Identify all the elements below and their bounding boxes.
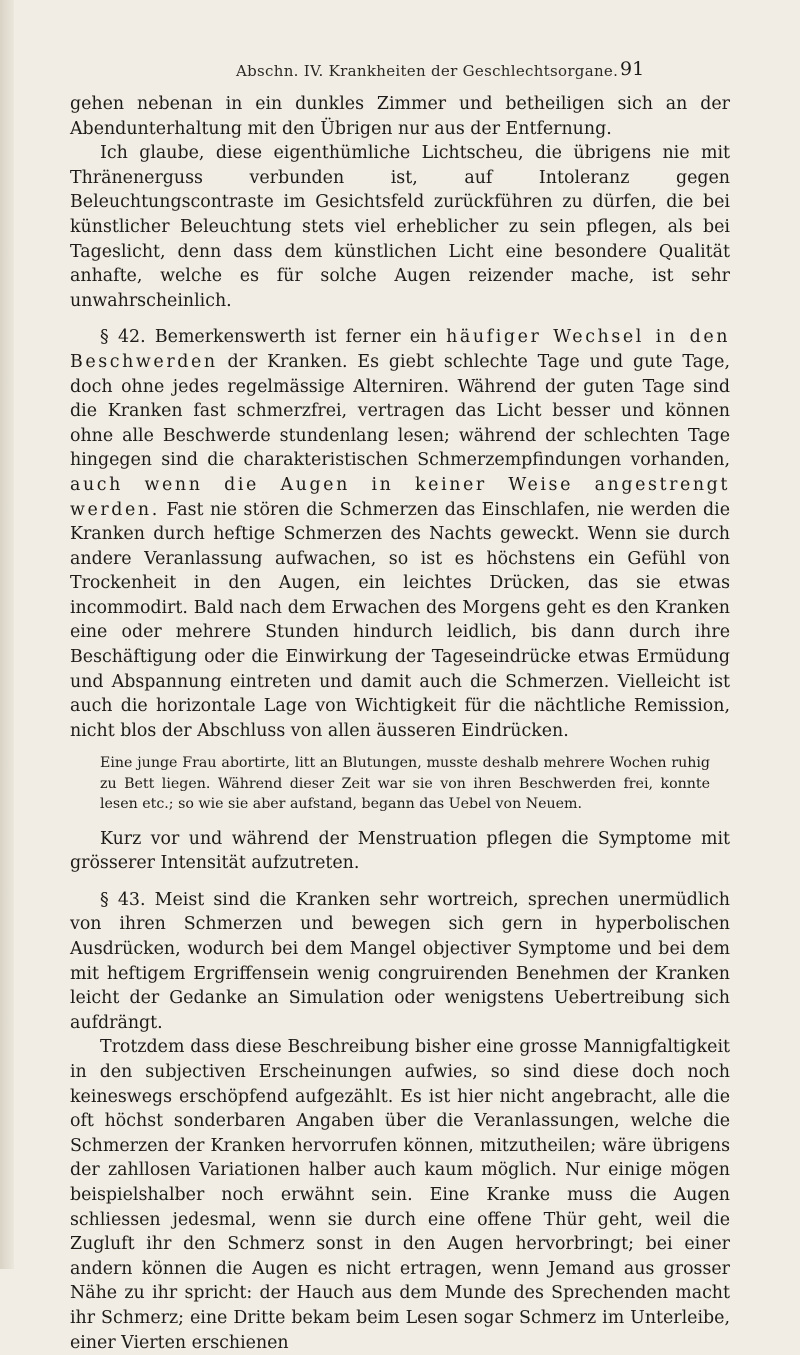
section-number-43: § 43. bbox=[100, 889, 146, 910]
paragraph-continuation: gehen nebenan in ein dunkles Zimmer und betheiligen sich an der Abendunterhaltung mit den Übrigen nur aus der Entfernung. bbox=[70, 94, 730, 139]
emphasis-angestrengt: auch wenn die Augen in keiner Weise angestrengt werden. bbox=[70, 474, 730, 520]
page-gutter-shadow bbox=[0, 0, 14, 1269]
section-number-42: § 42. bbox=[100, 327, 146, 348]
paragraph-section-43: § 43. Meist sind die Kranken sehr wortreich, sprechen unermüdlich von ihren Schmerzen und bewegen sich gern in hyperbolischen Ausdrücken, wodurch bei dem Mangel objectiver Symptome und bei dem mit heftigem Ergriffensein wenig congruirenden Benehmen der Kranken leicht der Gedanke an Simulation oder wenigstens Uebertreibung sich aufdrängt. bbox=[70, 889, 730, 1033]
paragraph-variations: Trotzdem dass diese Beschreibung bisher eine grosse Mannigfaltigkeit in den subjectiven Erscheinungen aufwies, so sind diese doch noch keineswegs erschöpfend aufgezählt. Es ist hier nicht angebracht, alle die oft höchst sonderbaren Angaben über die Veranlassungen, welche die Schmerzen der Kranken hervorrufen können, mitzutheilen; wäre übrigens der zahllosen Variationen halber auch kaum möglich. Nur einige mögen beispielshalber noch erwähnt sein. Eine Kranke muss die Augen schliessen jedesmal, wenn sie durch eine offene Thür geht, weil die Zugluft ihr den Schmerz sonst in den Augen hervorbringt; bei einer andern können die Augen es nicht ertragen, wenn Jemand aus grosser Nähe zu ihr spricht: der Hauch aus dem Munde des Sprechenden macht ihr Schmerz; eine Dritte bekam beim Lesen sogar Schmerz im Unterleibe, einer Vierten erschienen bbox=[70, 1037, 730, 1353]
case-note-small-print: Eine junge Frau abortirte, litt an Blutungen, musste deshalb mehrere Wochen ruhig zu Bett liegen. Während dieser Zeit war sie von ihren Beschwerden frei, konnte lesen etc.; so wie sie aber aufstand, begann das Uebel von Neuem. bbox=[100, 755, 710, 813]
paragraph-menstruation: Kurz vor und während der Menstruation pflegen die Symptome mit grösserer Intensität aufzutreten. bbox=[70, 828, 730, 874]
body-text bbox=[70, 92, 730, 1355]
paragraph-section-42: § 42. Bemerkenswerth ist ferner ein häufiger Wechsel in den Beschwerden der Kranken. Es giebt schlechte Tage und gute Tage, doch ohne jedes regelmässige Alterniren. Während der guten Tage sind die Kranken fast schmerzfrei, vertragen das Licht besser und können ohne alle Beschwerde stundenlang lesen; während der schlechten Tage hingegen sind die charakteristischen Schmerzempfindungen vorhanden, auch wenn die Augen in keiner Weise angestrengt werden. Fast nie stören die Schmerzen das Einschlafen, nie werden die Kranken durch heftige Schmerzen des Nachts geweckt. Wenn sie durch andere Veranlassung aufwachen, so ist es höchstens ein Gefühl von Trockenheit in den Augen, ein leichtes Drücken, das sie etwas incommodirt. Bald nach dem Erwachen des Morgens geht es den Kranken eine oder mehrere Stunden hindurch leidlich, bis dann durch ihre Beschäftigung oder die Einwirkung der Tageseindrücke etwas Ermüdung und Abspannung eintreten und damit auch die Schmerzen. Vielleicht ist auch die horizontale Lage von Wichtigkeit für die nächtliche Remission, nicht blos der Abschluss von allen äusseren Eindrücken. bbox=[70, 327, 731, 741]
running-header: Abschn. IV. Krankheiten der Geschlechtsorgane. bbox=[236, 62, 619, 80]
paragraph-lichtscheu: Ich glaube, diese eigenthümliche Lichtscheu, die übrigens nie mit Thränenerguss verbunden ist, auf Intoleranz gegen Beleuchtungscontraste im Gesichtsfeld zurückführen zu dürfen, die bei künstlicher Beleuchtung stets viel erheblicher zu sein pflegen, als bei Tageslicht, denn dass dem künstlichen Licht eine besondere Qualität anhafte, welche es für solche Augen reizender mache, ist sehr unwahrscheinlich. bbox=[70, 143, 730, 311]
page-number: 91 bbox=[620, 58, 645, 80]
emphasis-wechsel: häufiger Wechsel in den Beschwerden bbox=[70, 327, 731, 372]
